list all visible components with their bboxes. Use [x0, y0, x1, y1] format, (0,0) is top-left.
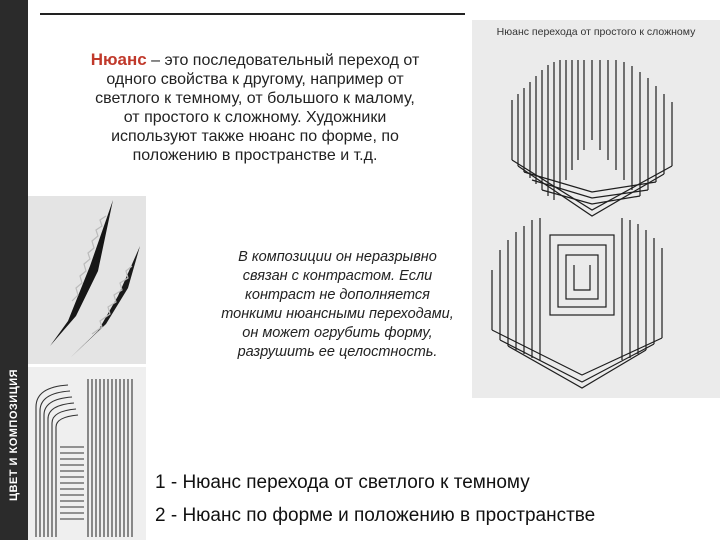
- contrast-note-line-6: разрушить ее целостность.: [237, 344, 438, 360]
- photo-caption: Нюанс перехода от простого к сложному: [496, 26, 696, 38]
- photo-simple-to-complex: [472, 20, 720, 398]
- contrast-note-line-1: В композиции он неразрывно: [238, 249, 437, 265]
- definition-line-2: одного свойства к другому, например от: [106, 71, 404, 88]
- definition-line-4: от простого к сложному. Художники: [123, 109, 387, 126]
- photo-light-to-dark: [28, 196, 146, 364]
- legend-item-2: 2 - Нюанс по форме и положению в пространстве: [155, 505, 596, 526]
- sidebar-title: [0, 340, 28, 530]
- contrast-note-line-2: связан с контрастом. Если: [242, 268, 433, 284]
- contrast-note: [200, 248, 475, 362]
- contrast-note-line-5: он может огрубить форму,: [242, 325, 433, 341]
- definition-text: [40, 50, 470, 165]
- definition-line-6: положению в пространстве и т.д.: [132, 147, 378, 164]
- title-rule: [40, 13, 465, 15]
- legend-item-1: 1 - Нюанс перехода от светлого к темному: [155, 472, 530, 493]
- sidebar-title-text: ЦВЕТ И КОМПОЗИЦИЯ: [8, 368, 20, 502]
- definition-line-1: – это последовательный переход от: [146, 52, 420, 69]
- photo-form-and-position: [28, 367, 146, 540]
- definition-line-5: используют также нюанс по форме, по: [111, 128, 399, 145]
- contrast-note-line-4: тонкими нюансными переходами,: [221, 306, 454, 322]
- definition-line-3: светлого к темному, от большого к малому,: [95, 90, 415, 107]
- definition-term: Нюанс: [90, 50, 147, 69]
- contrast-note-line-3: контраст не дополняется: [245, 287, 430, 303]
